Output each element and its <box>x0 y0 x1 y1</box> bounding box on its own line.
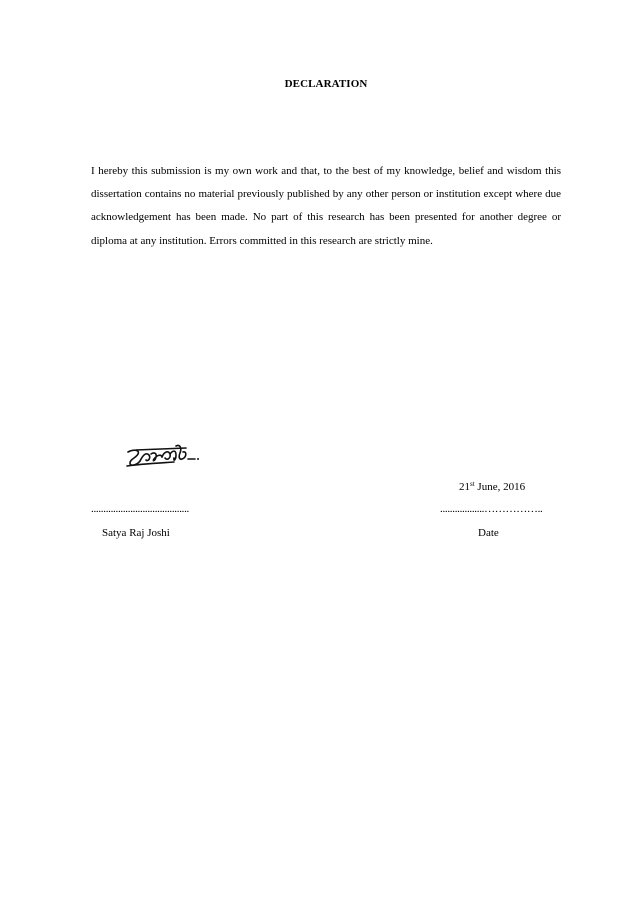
date-label: Date <box>478 527 499 539</box>
handwritten-signature <box>124 440 208 474</box>
signer-name: Satya Raj Joshi <box>102 527 170 539</box>
declaration-date: 21st June, 2016 <box>459 480 526 493</box>
declaration-body: I hereby this submission is my own work and that, to the best of my knowledge, belief and wisdom this dissertation contains no material previously published by any other person or institution except where due acknowledgement has been made. No part of this research has been presented for another degree or diploma at any institution. Errors committed in this research are strictly mine. <box>91 165 561 247</box>
declaration-title: DECLARATION <box>284 78 368 90</box>
date-line: ..................…………….. <box>440 503 543 515</box>
signature-line: ........................................ <box>91 503 190 515</box>
